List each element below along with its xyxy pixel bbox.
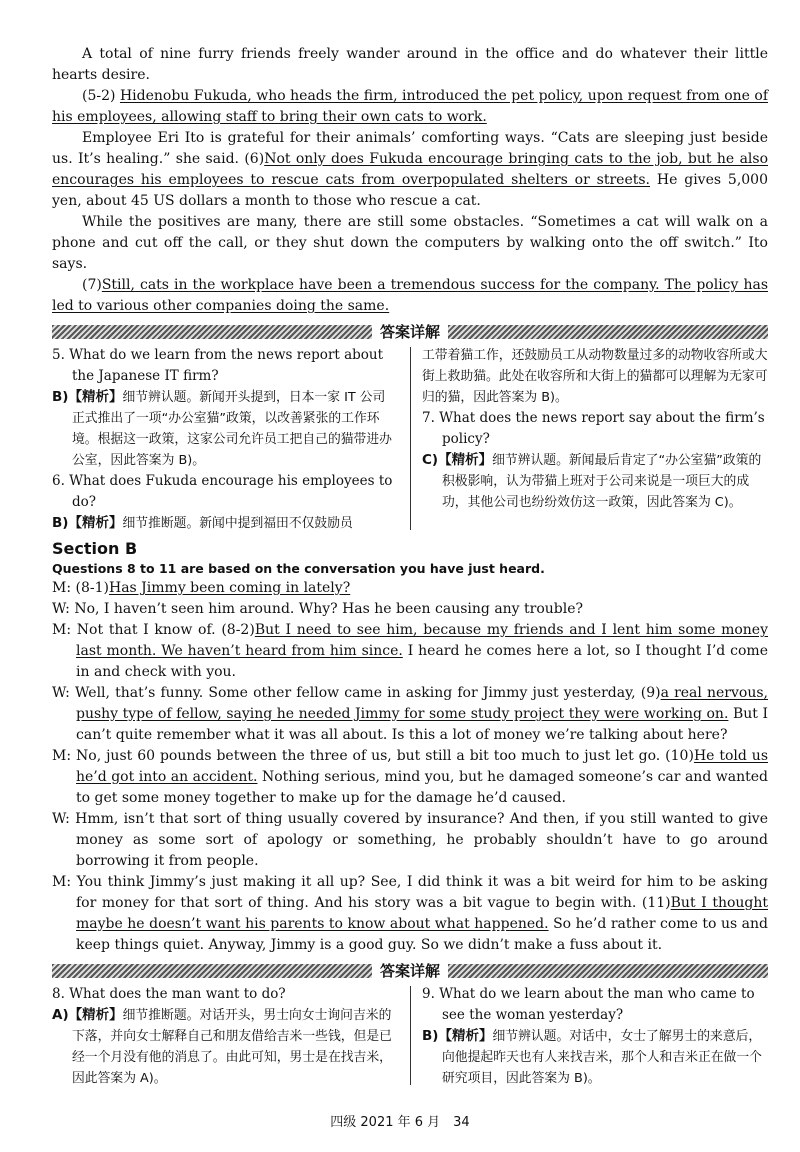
answers-columns bbox=[52, 984, 768, 1089]
answer-9: B)【精析】细节辨认题。对话中，女士了解男士的来意后，向他提起昨天也有人来找吉米，那个人和吉米正在做一个研究项目，因此答案为 B)。 bbox=[422, 1028, 762, 1086]
underlined-answer-text: Not only does Fukuda encourage bringing cats to the job, but he also encourages his employees to rescue cats from overpopulated shelters or streets. bbox=[52, 151, 769, 188]
question-6: 6. What does Fukuda encourage his employees to do? bbox=[52, 473, 393, 510]
hatched-rule bbox=[448, 964, 768, 978]
question-9: 9. What do we learn about the man who came to see the woman yesterday? bbox=[422, 986, 755, 1023]
passage-paragraph: A total of nine furry friends freely wander around in the office and do whatever their little hearts desire. bbox=[52, 46, 768, 83]
answers-banner bbox=[52, 323, 768, 341]
section-title: Section B bbox=[52, 539, 138, 558]
hatched-rule bbox=[52, 325, 372, 339]
answer-6: B)【精析】细节推断题。新闻中提到福田不仅鼓励员 bbox=[52, 515, 353, 531]
passage-paragraph: (5-2) Hidenobu Fukuda, who heads the firm, introduced the pet policy, upon request from one of his employees, allowing staff to bring their own cats to work. bbox=[52, 88, 769, 125]
question-7: 7. What does the news report say about the firm’s policy? bbox=[422, 410, 765, 447]
dialogue-line: W: Hmm, isn’t that sort of thing usually covered by insurance? And then, if you still wanted to give money as some sort of apology or something, he probably shouldn’t have to go around borrowing it from people. bbox=[52, 811, 768, 869]
answers-banner bbox=[52, 962, 768, 980]
hatched-rule bbox=[52, 964, 372, 978]
underlined-answer-text: He told us he’d got into an accident. bbox=[76, 748, 769, 785]
page-footer: 四级 2021 年 6 月 34 bbox=[330, 1115, 470, 1130]
passage-paragraph: Employee Eri Ito is grateful for their animals’ comforting ways. “Cats are sleeping just beside us. It’s healing.” she said. (6)Not only does Fukuda encourage bringing cats to the job, but he also encourages his employees to rescue cats from overpopulated shelters or streets. He gives 5,000 yen, about 45 US dollars a month to those who rescue a cat. bbox=[52, 130, 769, 209]
underlined-answer-text: But I need to see him, because my friends and I lent him some money last month. We haven’t heard from him since. bbox=[76, 622, 768, 659]
answers-heading: 答案详解 bbox=[380, 322, 441, 341]
answers-heading: 答案详解 bbox=[380, 961, 441, 980]
dialogue-line: W: No, I haven’t seen him around. Why? Has he been causing any trouble? bbox=[52, 601, 584, 617]
underlined-answer-text: But I thought maybe he doesn’t want his parents to know about what happened. bbox=[76, 895, 769, 932]
passage-paragraph: (7)Still, cats in the workplace have been a tremendous success for the company. The policy has led to various other companies doing the same. bbox=[52, 277, 768, 314]
underlined-answer-text: a real nervous, pushy type of fellow, saying he needed Jimmy for some study project they were working on. bbox=[76, 685, 768, 722]
column-divider bbox=[410, 347, 411, 530]
passage bbox=[52, 44, 768, 317]
dialogue-line: W: Well, that’s funny. Some other fellow came in asking for Jimmy just yesterday, (9)a real nervous, pushy type of fellow, saying he needed Jimmy for some study project they were working on. But I can’t quite remember what it was all about. Is this a lot of money we’re talking about here? bbox=[52, 685, 768, 743]
question-5: 5. What do we learn from the news report about the Japanese IT firm? bbox=[52, 347, 384, 384]
answers-right-column bbox=[410, 984, 768, 1089]
dialogue-line: M: You think Jimmy’s just making it all up? See, I did think it was a bit weird for him to be asking for money for that sort of thing. And his story was a bit vague to begin with. (11)But I thought maybe he doesn’t want his parents to know about what happened. So he’d rather come to us and keep things quiet. Anyway, Jimmy is a good guy. So we didn’t make a fuss about it. bbox=[52, 874, 769, 953]
answers-left-column bbox=[52, 345, 410, 534]
answers-left-column bbox=[52, 984, 410, 1089]
answer-7: C)【精析】细节辨认题。新闻最后肯定了“办公室猫”政策的积极影响，认为带猫上班对于公司来说是一项巨大的成功，其他公司也纷纷效仿这一政策，因此答案为 C)。 bbox=[422, 452, 762, 510]
underlined-answer-text: Still, cats in the workplace have been a tremendous success for the company. The policy has led to various other companies doing the same. bbox=[52, 277, 768, 314]
dialogue-line: M: Not that I know of. (8-2)But I need to see him, because my friends and I lent him some money last month. We haven’t heard from him since. I heard he comes here a lot, so I thought I’d come in and check with you. bbox=[52, 622, 768, 680]
underlined-answer-text: Hidenobu Fukuda, who heads the firm, introduced the pet policy, upon request from one of his employees, allowing staff to bring their own cats to work. bbox=[52, 88, 769, 125]
conversation bbox=[52, 578, 768, 956]
dialogue-line: M: No, just 60 pounds between the three of us, but still a bit too much to just let go. (10)He told us he’d got into an accident. Nothing serious, mind you, but he damaged someone’s car and wanted to get some money together to make up for the damage he’d caused. bbox=[52, 748, 769, 806]
section-intro: Questions 8 to 11 are based on the conversation you have just heard. bbox=[52, 561, 545, 576]
question-8: 8. What does the man want to do? bbox=[52, 986, 286, 1002]
answers-columns bbox=[52, 345, 768, 534]
answer-8: A)【精析】细节推断题。对话开头，男士向女士询问吉米的下落，并向女士解释自己和朋友借给吉米一些钱，但是已经一个月没有他的消息了。由此可知，男士是在找吉米，因此答案为 A)。 bbox=[52, 1007, 392, 1086]
answer-5: B)【精析】细节辨认题。新闻开头提到，日本一家 IT 公司正式推出了一项“办公室猫”政策，以改善紧张的工作环境。根据这一政策，这家公司允许员工把自己的猫带进办公室，因此答案为 B)。 bbox=[52, 389, 392, 468]
answer-6-continued: 工带着猫工作，还鼓励员工从动物数量过多的动物收容所或大街上救助猫。此处在收容所和大街上的猫都可以理解为无家可归的猫，因此答案为 B)。 bbox=[422, 348, 768, 405]
column-divider bbox=[410, 986, 411, 1085]
underlined-answer-text: Has Jimmy been coming in lately? bbox=[108, 580, 351, 596]
dialogue-line: M: (8-1)Has Jimmy been coming in lately? bbox=[52, 580, 351, 596]
passage-paragraph: While the positives are many, there are still some obstacles. “Sometimes a cat will walk on a phone and cut off the call, or they shut down the computers by walking onto the off switch.” Ito says. bbox=[52, 214, 768, 272]
answers-right-column bbox=[410, 345, 768, 534]
hatched-rule bbox=[448, 325, 768, 339]
